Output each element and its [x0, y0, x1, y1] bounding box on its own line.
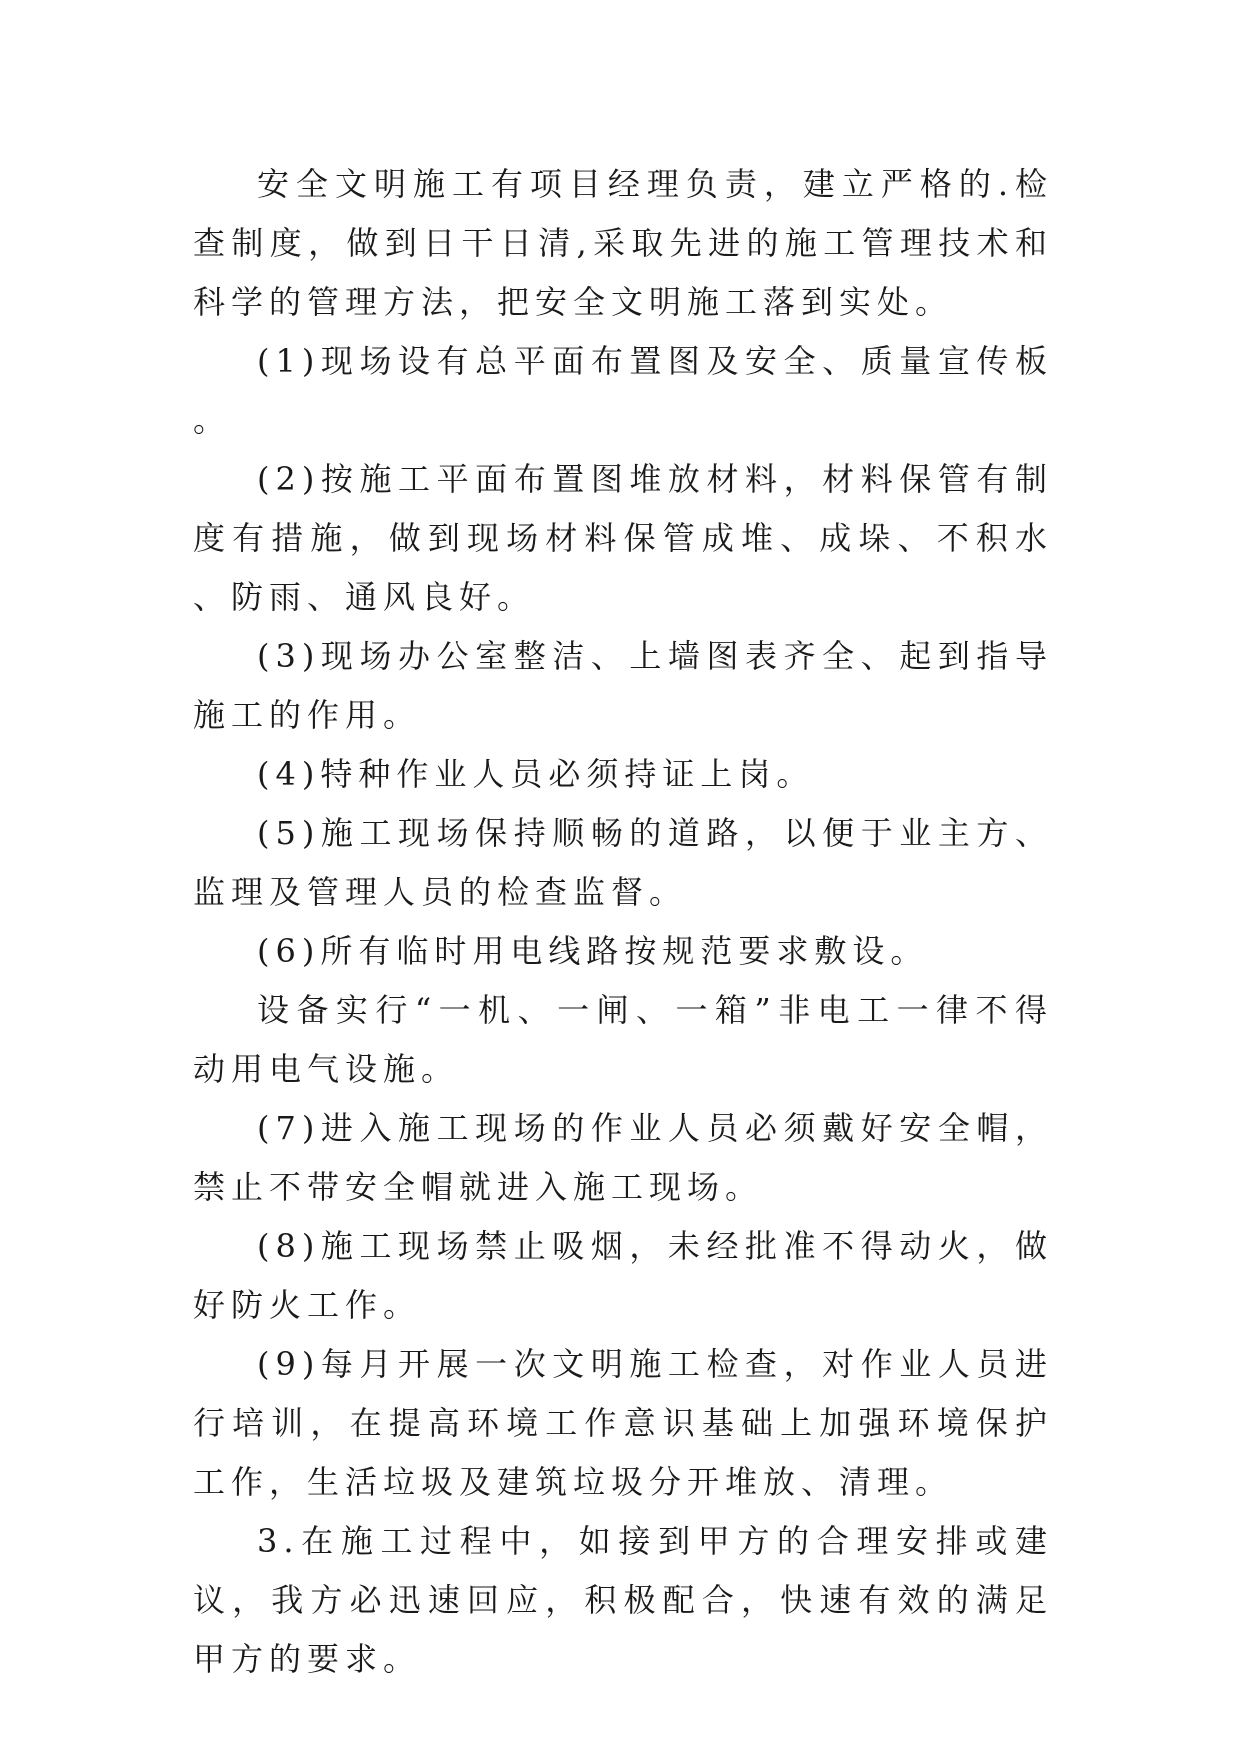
paragraph-item-6: (6)所有临时用电线路按规范要求敷设。 — [257, 932, 929, 970]
document-body — [193, 155, 1053, 1689]
paragraph-item-5: (5)施工现场保持顺畅的道路，以便于业主方、监理及管理人员的检查监督。 — [193, 814, 1053, 911]
paragraph-item-1: (1)现场设有总平面布置图及安全、质量宣传板。 — [193, 342, 1053, 439]
paragraph-item-9: (9)每月开展一次文明施工检查，对作业人员进行培训，在提高环境工作意识基础上加强环境保护工作，生活垃圾及建筑垃圾分开堆放、清理。 — [193, 1345, 1053, 1501]
paragraph-item-2: (2)按施工平面布置图堆放材料，材料保管有制度有措施，做到现场材料保管成堆、成垛、不积水、防雨、通风良好。 — [193, 460, 1053, 616]
paragraph-section-3: 3.在施工过程中，如接到甲方的合理安排或建议，我方必迅速回应，积极配合，快速有效的满足甲方的要求。 — [193, 1522, 1053, 1678]
paragraph-equipment: 设备实行“一机、一闸、一箱”非电工一律不得动用电气设施。 — [193, 991, 1053, 1088]
paragraph-item-3: (3)现场办公室整洁、上墙图表齐全、起到指导施工的作用。 — [193, 637, 1053, 734]
paragraph-item-7: (7)进入施工现场的作业人员必须戴好安全帽，禁止不带安全帽就进入施工现场。 — [193, 1109, 1053, 1206]
paragraph-intro: 安全文明施工有项目经理负责，建立严格的.检查制度，做到日干日清,采取先进的施工管理技术和科学的管理方法，把安全文明施工落到实处。 — [193, 165, 1053, 321]
paragraph-item-8: (8)施工现场禁止吸烟，未经批准不得动火，做好防火工作。 — [193, 1227, 1053, 1324]
paragraph-item-4: (4)特种作业人员必须持证上岗。 — [257, 755, 815, 793]
